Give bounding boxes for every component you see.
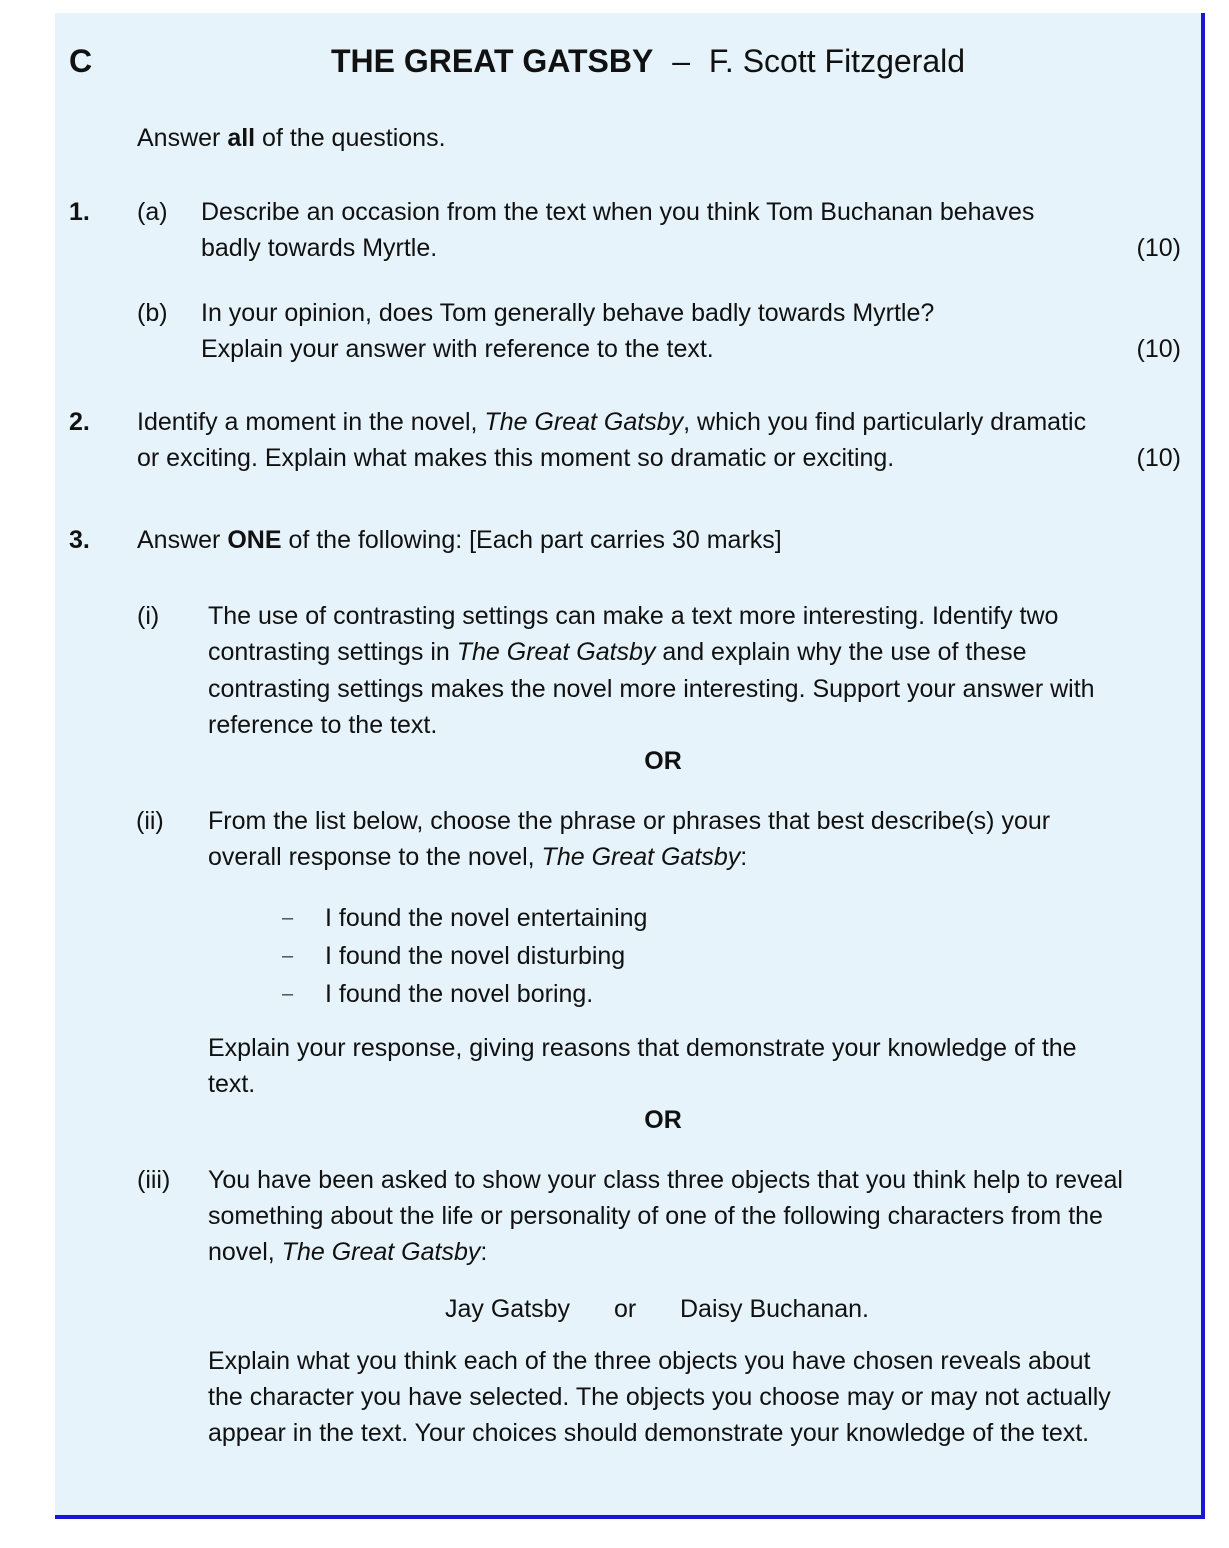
q3-intro-bold: ONE — [227, 526, 282, 554]
q2-line1-prefix: Identify a moment in the novel, — [137, 408, 485, 436]
option-iii-line-3 — [208, 1234, 487, 1270]
q2-novel-title: The Great Gatsby — [484, 408, 684, 436]
question-1a-label: (a) — [137, 198, 168, 226]
title-separator: – — [672, 43, 691, 79]
option-i-label: (i) — [137, 602, 160, 630]
option-i-line-2 — [208, 634, 1027, 670]
question-2-marks: (10) — [1136, 444, 1181, 472]
option-iii-explain-line-3: appear in the text. Your choices should demonstrate your knowledge of the text. — [208, 1419, 1090, 1447]
or-separator-2: OR — [644, 1106, 682, 1134]
question-2-line-2: or exciting. Explain what makes this moment so dramatic or exciting. — [137, 444, 895, 472]
section-title — [55, 41, 1229, 81]
instruction-suffix: of the questions. — [255, 124, 446, 152]
option-i-line-4: reference to the text. — [208, 711, 438, 739]
section-letter: C — [69, 43, 93, 79]
option-iii-line-1: You have been asked to show your class three objects that you think help to reveal — [208, 1166, 1123, 1194]
option-ii-line2-suffix: : — [740, 843, 748, 871]
option-iii-explain-line-1: Explain what you think each of the three objects you have chosen reveals about — [208, 1347, 1091, 1375]
question-3-intro — [137, 522, 782, 558]
response-option-entertaining: I found the novel entertaining — [325, 904, 648, 932]
instruction — [137, 120, 446, 156]
q2-line1-suffix: , which you find particularly dramatic — [683, 408, 1087, 436]
option-ii-explain-line-1: Explain your response, giving reasons that demonstrate your knowledge of the — [208, 1034, 1077, 1062]
character-choice-gatsby: Jay Gatsby — [445, 1295, 571, 1323]
question-1-number: 1. — [69, 198, 90, 226]
option-ii-line2-prefix: overall response to the novel, — [208, 843, 542, 871]
option-ii-label: (ii) — [136, 807, 164, 835]
question-3-number: 3. — [69, 526, 90, 554]
question-1b-line-2: Explain your answer with reference to the text. — [201, 335, 714, 363]
option-iii-label: (iii) — [137, 1166, 171, 1194]
list-dash: – — [282, 983, 294, 1005]
q3-intro-prefix: Answer — [137, 526, 228, 554]
list-dash: – — [282, 945, 294, 967]
response-option-boring: I found the novel boring. — [325, 980, 594, 1008]
or-separator-1: OR — [644, 747, 682, 775]
option-iii-line-2: something about the life or personality of one of the following characters from the — [208, 1202, 1103, 1230]
instruction-prefix: Answer — [137, 124, 228, 152]
option-i-line-1: The use of contrasting settings can make a text more interesting. Identify two — [208, 602, 1059, 630]
list-dash: – — [282, 907, 294, 929]
title-main: THE GREAT GATSBY — [330, 43, 654, 79]
instruction-bold: all — [227, 124, 256, 152]
option-iii-line3-prefix: novel, — [208, 1238, 282, 1266]
option-ii-novel-title: The Great Gatsby — [541, 843, 741, 871]
option-i-line2-prefix: contrasting settings in — [208, 638, 457, 666]
option-i-line-3: contrasting settings makes the novel more interesting. Support your answer with — [208, 675, 1095, 703]
option-iii-explain-line-2: the character you have selected. The objects you choose may or may not actually — [208, 1383, 1111, 1411]
question-1a-line-1: Describe an occasion from the text when you think Tom Buchanan behaves — [201, 198, 1035, 226]
question-1b-label: (b) — [137, 299, 168, 327]
option-iii-line3-suffix: : — [480, 1238, 488, 1266]
question-2-line-1 — [137, 404, 1086, 440]
option-ii-explain-line-2: text. — [208, 1070, 256, 1098]
title-author: F. Scott Fitzgerald — [708, 43, 966, 79]
q3-intro-suffix: of the following: [Each part carries 30 marks] — [281, 526, 782, 554]
option-ii-line-1: From the list below, choose the phrase or phrases that best describe(s) your — [208, 807, 1051, 835]
exam-section-panel — [55, 13, 1205, 1519]
option-i-novel-title: The Great Gatsby — [456, 638, 656, 666]
option-i-line2-suffix: and explain why the use of these — [655, 638, 1027, 666]
question-1b-line-1: In your opinion, does Tom generally behave badly towards Myrtle? — [201, 299, 935, 327]
option-ii-line-2 — [208, 839, 747, 875]
question-2-number: 2. — [69, 408, 90, 436]
question-1a-marks: (10) — [1136, 234, 1181, 262]
question-1b-marks: (10) — [1136, 335, 1181, 363]
question-1a-line-2: badly towards Myrtle. — [201, 234, 438, 262]
character-choice-or: or — [614, 1295, 637, 1323]
response-option-disturbing: I found the novel disturbing — [325, 942, 626, 970]
character-choice-daisy: Daisy Buchanan. — [680, 1295, 870, 1323]
option-iii-novel-title: The Great Gatsby — [281, 1238, 481, 1266]
